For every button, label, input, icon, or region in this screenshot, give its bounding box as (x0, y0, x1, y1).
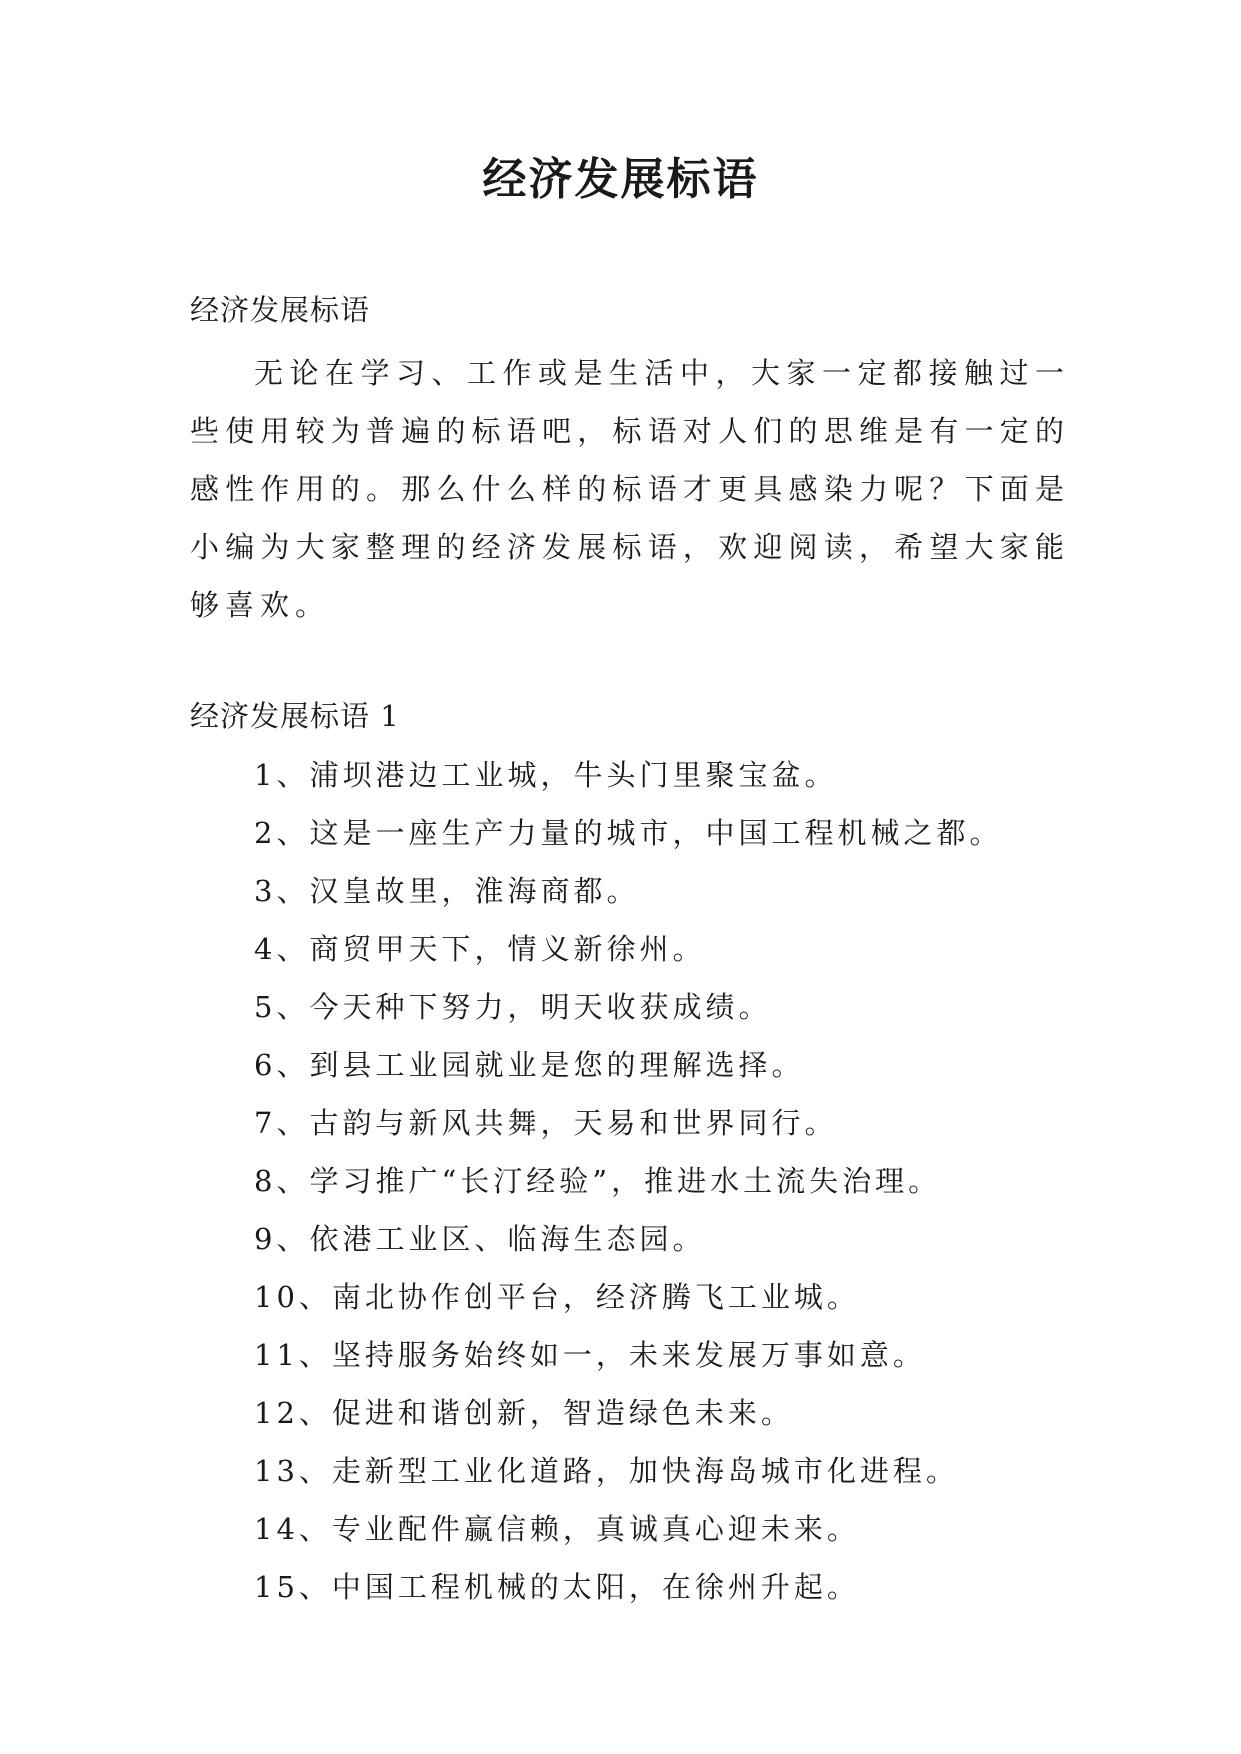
slogan-item: 11、坚持服务始终如一，未来发展万事如意。 (254, 1338, 926, 1372)
section-heading: 经济发展标语 1 (190, 699, 400, 733)
slogan-item: 13、走新型工业化道路，加快海岛城市化进程。 (254, 1454, 959, 1488)
slogan-item: 8、学习推广“长汀经验”，推进水土流失治理。 (254, 1164, 942, 1198)
slogan-item: 9、依港工业区、临海生态园。 (254, 1222, 706, 1256)
slogan-item: 6、到县工业园就业是您的理解选择。 (254, 1048, 805, 1082)
slogan-item: 5、今天种下努力，明天收获成绩。 (254, 990, 772, 1024)
document-title: 经济发展标语 (482, 154, 759, 205)
slogan-item: 2、这是一座生产力量的城市，中国工程机械之都。 (254, 816, 1003, 850)
intro-paragraph: 无论在学习、工作或是生活中，大家一定都接触过一些使用较为普遍的标语吧，标语对人们的思维是有一定的感性作用的。那么什么样的标语才更具感染力呢？下面是小编为大家整理的经济发展标语，欢迎阅读，希望大家能够喜欢。 (190, 356, 1070, 622)
slogan-item: 4、商贸甲天下，情义新徐州。 (254, 932, 706, 966)
slogan-item: 7、古韵与新风共舞，天易和世界同行。 (254, 1106, 838, 1140)
slogan-list (190, 746, 1070, 1616)
slogan-item: 12、促进和谐创新，智造绿色未来。 (254, 1396, 794, 1430)
document-subtitle: 经济发展标语 (190, 293, 371, 327)
slogan-item: 1、浦坝港边工业城，牛头门里聚宝盆。 (254, 758, 838, 792)
slogan-item: 14、专业配件赢信赖，真诚真心迎未来。 (254, 1512, 860, 1546)
document-body (190, 290, 1070, 1616)
slogan-item: 10、南北协作创平台，经济腾飞工业城。 (254, 1280, 860, 1314)
slogan-item: 15、中国工程机械的太阳，在徐州升起。 (254, 1570, 860, 1604)
slogan-item: 3、汉皇故里，淮海商都。 (254, 874, 640, 908)
